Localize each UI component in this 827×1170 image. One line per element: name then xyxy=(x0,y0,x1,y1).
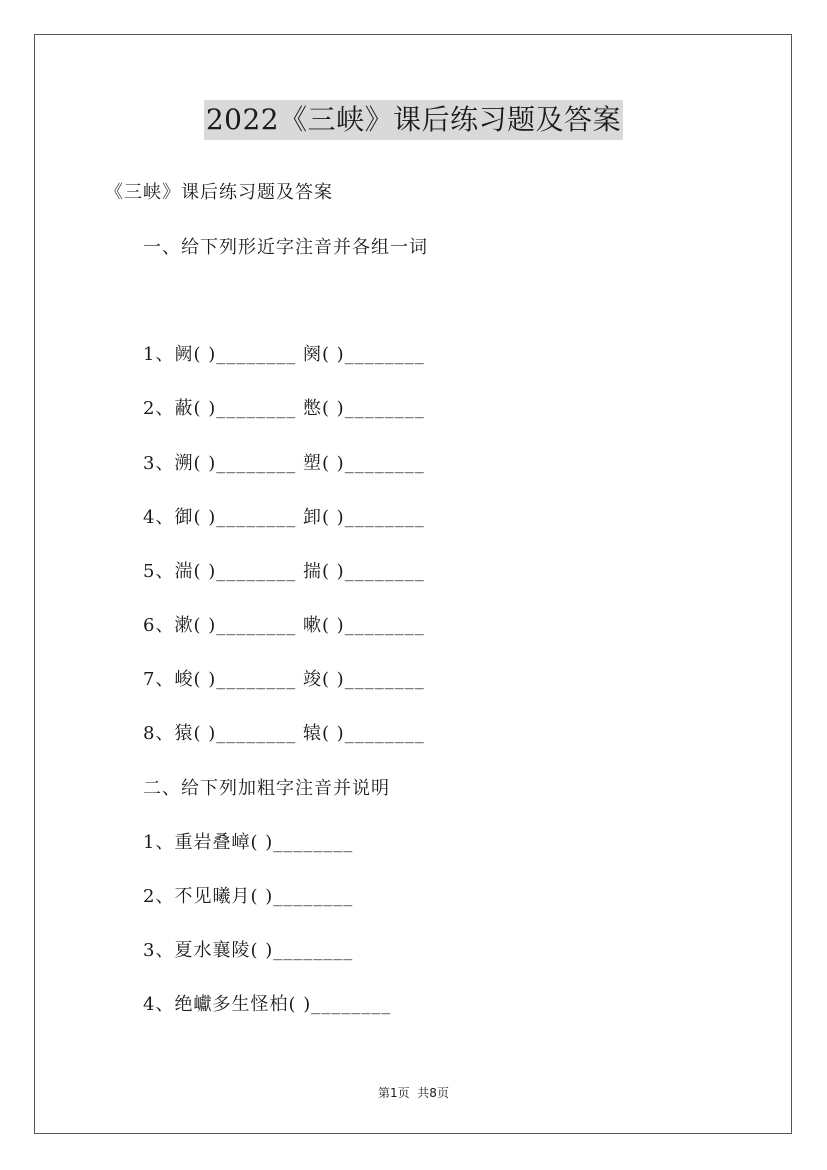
section2-heading: 二、给下列加粗字注音并说明 xyxy=(143,778,390,799)
section2-item-2: 2、不见曦月( )________ xyxy=(143,886,354,907)
section2-item-4: 4、绝巘多生怪柏( )________ xyxy=(143,994,392,1015)
document-title-text: 2022《三峡》课后练习题及答案 xyxy=(204,100,623,140)
document-title xyxy=(0,100,827,140)
section1-item-8: 8、猿( )________ 辕( )________ xyxy=(143,723,425,744)
section2-item-3: 3、夏水襄陵( )________ xyxy=(143,940,354,961)
page-footer: 第1页 共8页 xyxy=(378,1086,449,1100)
section1-item-2: 2、蔽( )________ 憋( )________ xyxy=(143,398,425,419)
section1-item-7: 7、峻( )________ 竣( )________ xyxy=(143,669,425,690)
section1-item-1: 1、阙( )________ 阕( )________ xyxy=(143,344,425,365)
section1-item-3: 3、溯( )________ 塑( )________ xyxy=(143,453,425,474)
document-subtitle: 《三峡》课后练习题及答案 xyxy=(105,182,333,203)
section1-heading: 一、给下列形近字注音并各组一词 xyxy=(143,237,428,258)
section2-item-1: 1、重岩叠嶂( )________ xyxy=(143,832,354,853)
section1-item-6: 6、漱( )________ 嗽( )________ xyxy=(143,615,425,636)
section1-item-5: 5、湍( )________ 揣( )________ xyxy=(143,561,425,582)
section1-item-4: 4、御( )________ 卸( )________ xyxy=(143,507,425,528)
